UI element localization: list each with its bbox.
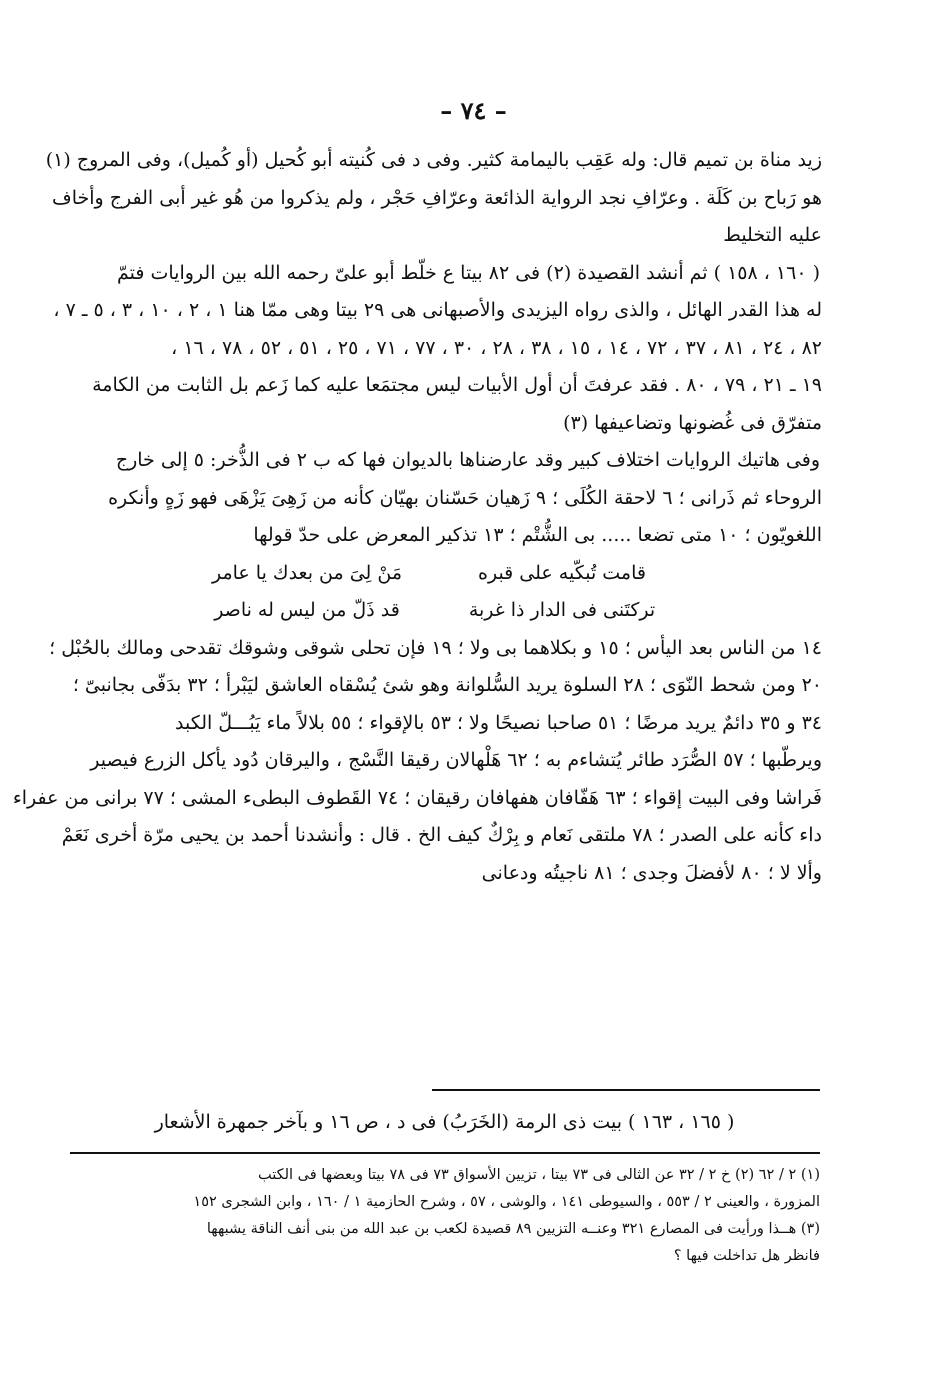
section-divider: [432, 1089, 820, 1091]
text-line: ٣٤ و ٣٥ دائمٌ يريد مرضًا ؛ ٥١ صاحبا نصيحًا ولا ؛ ٥٣ بالإقواء ؛ ٥٥ بلالاً ماء يَبُـــلّ الكبد: [175, 711, 822, 734]
text-line: الروحاء ثم ذَرانى ؛ ٦ لاحقة الكُلَى ؛ ٩ زَهيان حَسّنان بهيّان كأنه من زَهِىَ يَزْهَى فهو زَهٍ وأنكره: [108, 486, 822, 509]
text-line: له هذا القدر الهائل ، والذى رواه اليزيدى والأصبهانى هى ٢٩ بيتا وهى ممّا هنا ١ ، ٢ ، ١٠ ، ٣ ، ٥ ـ ٧ ،: [53, 299, 822, 321]
text-line: زيد مناة بن تميم قال: وله عَقِب باليمامة كثير. وفى د فى كُنيته أبو كُحيل (أو كُميل)، وفى المروج (١): [45, 149, 822, 171]
text-line: ( ١٦٠ ، ١٥٨ ) ثم أنشد القصيدة (٢) فى ٨٢ بيتا ع خلّط أبو علىّ رحمه الله بين الروايات فتمّ: [117, 261, 820, 284]
verse-first-hemistich: تركتَنى فى الدار ذا غربة: [468, 599, 656, 621]
page-number: – ٧٤ –: [440, 96, 507, 125]
text-line: متفرّق فى غُضونها وتضاعيفها (٣): [563, 411, 822, 434]
text-line: ١٩ ـ ٢١ ، ٧٩ ، ٨٠ . فقد عرفتَ أن أول الأبيات ليس مجتمَعا عليه كما زَعم بل الثابت من الكامة: [92, 374, 822, 396]
text-line: داء كأنه على الصدر ؛ ٧٨ ملتقى نَعام و بِرْكٌ كيف الخ . قال : وأنشدنا أحمد بن يحيى مرّة أخرى نَعَمْ: [61, 824, 822, 846]
text-line: هو رَباح بن كَلَة . وعرّافِ نجد الرواية الذائعة وعرّافِ حَجْر ، ولم يذكروا من هُو غير أبى الفرج وأخاف: [52, 186, 822, 209]
text-line: فَراشا وفى البيت إقواء ؛ ٦٣ هَفّافان هفهافان رقيقان ؛ ٧٤ القَطوف البطىء المشى ؛ ٧٧ برانى من عفراء: [12, 786, 822, 809]
text-line: اللغويّون ؛ ١٠ متى تضعا ..... بى الشُّتْم ؛ ١٣ تذكير المعرض على حدّ قولها: [253, 524, 822, 546]
verse-second-hemistich: مَنْ لِىَ من بعدك يا عامر: [211, 561, 403, 584]
verse-line: [72, 555, 822, 593]
text-line: ٢٠ ومن شحط النّوَى ؛ ٢٨ السلوة يريد السُّلوانة وهو شئ يُسْقاه العاشق ليَبْرأ ؛ ٣٢ بدَفّى بجانبىّ ؛: [72, 674, 822, 696]
text-line: ١٤ من الناس بعد اليأس ؛ ١٥ و بكلاهما بى ولا ؛ ١٩ فإن تحلى شوقى وشوقك تقدحى ومالك بالحُبْل ؛: [49, 636, 822, 659]
text-line: عليه التخليط: [723, 224, 822, 246]
footnotes: [72, 1162, 820, 1270]
poem-verses: [72, 555, 822, 630]
verse-first-hemistich: قامت تُبكّيه على قبره: [478, 561, 646, 584]
text-line: وفى هاتيك الروايات اختلاف كبير وقد عارضناها بالديوان فها كه ب ٢ فى الذُّخر: ٥ إلى خارج: [115, 449, 820, 471]
footnote-divider: [70, 1152, 820, 1154]
text-line: وألا لا ؛ ٨٠ لأفضلَ وجدى ؛ ٨١ ناجيتُه ودعانى: [481, 861, 822, 884]
closing-entry: ( ١٦٥ ، ١٦٣ ) بيت ذى الرمة (الخَرَبُ) فى د ، ص ١٦ و بآخر جمهرة الأشعار: [154, 1111, 735, 1133]
footnote-line: (٣) هــذا ورأيت فى المصارع ٣٢١ وعنــه التزيين ٨٩ قصيدة لكعب بن عبد الله من بنى أنف الناقة يشبهها: [206, 1221, 820, 1237]
footnote-line: فانظر هل تداخلت فيها ؟: [673, 1248, 820, 1264]
verse-second-hemistich: قد ذَلّ من ليس له ناصر: [214, 599, 400, 621]
text-line: ويرطّبها ؛ ٥٧ الصُّرَد طائر يُتشاءم به ؛ ٦٢ هَلْهالان رقيقا النَّسْج ، واليرقان دُود يأكل الزرع فيصير: [90, 749, 822, 771]
text-line: ٨٢ ، ٢٤ ، ٨١ ، ٣٧ ، ٧٢ ، ١٤ ، ١٥ ، ٣٨ ، ٢٨ ، ٣٠ ، ٧٧ ، ٧١ ، ٢٥ ، ٥١ ، ٥٢ ، ٧٨ ، ١٦ ،: [171, 336, 822, 359]
footnote-line: المزورة ، والعينى ٢ / ٥٥٣ ، والسيوطى ١٤١ ، والوشى ، ٥٧ ، وشرح الحازمية ١ / ١٦٠ ، وابن الشجرى ١٥٢: [193, 1194, 820, 1210]
verse-line: [72, 592, 822, 630]
footnote-line: (١) ٢ / ٦٢ (٢) خ ٢ / ٣٢ عن الثالى فى ٧٣ بيتا ، تزيين الأسواق ٧٣ فى ٧٨ بيتا وبعضها فى الكتب: [258, 1167, 820, 1183]
main-text-body: [12, 142, 822, 892]
